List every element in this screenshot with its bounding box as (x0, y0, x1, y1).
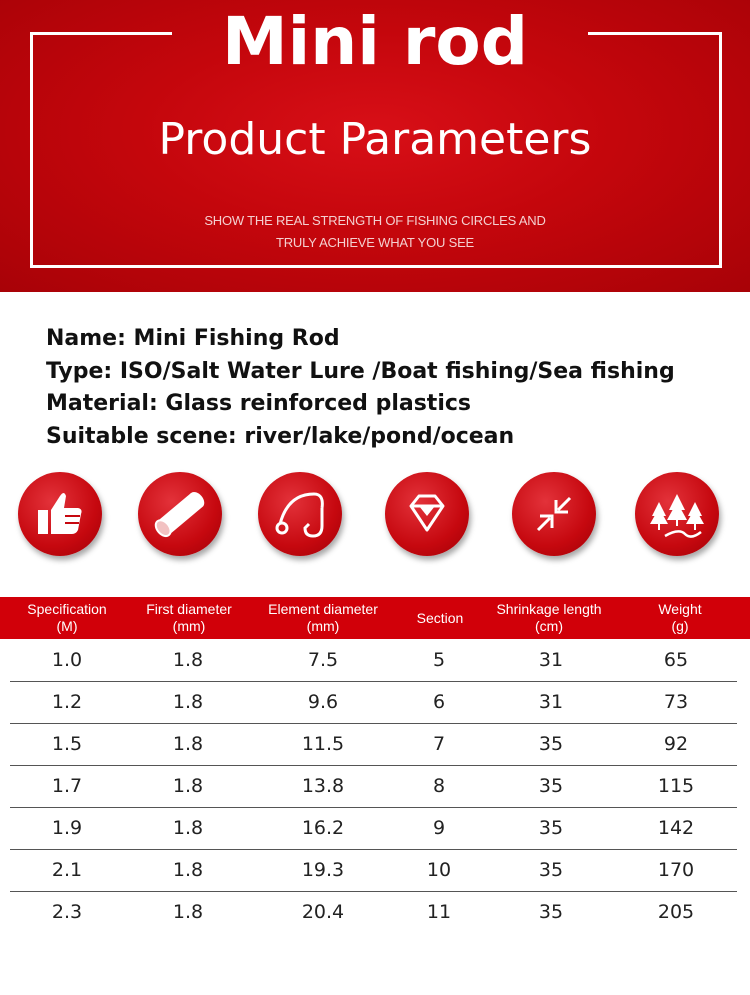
table-cell: 35 (538, 901, 564, 923)
table-cell: 2.1 (51, 859, 83, 881)
table-row (10, 891, 737, 933)
spec-type: Type: ISO/Salt Water Lure /Boat fishing/Sea fishing (46, 358, 675, 384)
rod-blank-icon (138, 472, 222, 556)
table-cell: 1.8 (172, 649, 204, 671)
trees-river-icon (635, 472, 719, 556)
header-banner (0, 0, 750, 292)
table-cell: 1.8 (172, 775, 204, 797)
table-cell: 142 (657, 817, 695, 839)
table-cell: 1.8 (172, 733, 204, 755)
table-cell: 10 (426, 859, 452, 881)
spec-material: Material: Glass reinforced plastics (46, 391, 472, 416)
table-cell: 1.8 (172, 691, 204, 713)
table-cell: 20.4 (301, 901, 345, 923)
header-shrinkage-length: Shrinkage length (cm) (496, 601, 602, 634)
table-cell: 16.2 (301, 817, 345, 839)
table-cell: 1.9 (51, 817, 83, 839)
table-cell: 1.7 (51, 775, 83, 797)
table-row (10, 681, 737, 724)
table-cell: 19.3 (301, 859, 345, 881)
table-cell: 5 (432, 649, 446, 671)
table-cell: 2.3 (51, 901, 83, 923)
spec-scene: Suitable scene: river/lake/pond/ocean (46, 423, 515, 449)
table-cell: 6 (432, 691, 446, 713)
table-cell: 1.8 (172, 901, 204, 923)
table-cell: 35 (538, 733, 564, 755)
table-cell: 65 (663, 649, 689, 671)
header-element-diameter: Element diameter (mm) (268, 601, 378, 634)
table-row (10, 639, 737, 682)
table-cell: 13.8 (301, 775, 345, 797)
table-cell: 92 (663, 733, 689, 755)
shrink-arrows-icon (512, 472, 596, 556)
tagline-line-1: SHOW THE REAL STRENGTH OF FISHING CIRCLES AND (204, 213, 546, 228)
table-row (10, 765, 737, 808)
table-cell: 205 (657, 901, 695, 923)
table-cell: 11 (426, 901, 452, 923)
table-cell: 35 (538, 859, 564, 881)
table-cell: 7 (432, 733, 446, 755)
table-cell: 8 (432, 775, 446, 797)
thumbs-up-icon (18, 472, 102, 556)
table-row (10, 849, 737, 892)
table-cell: 1.8 (172, 817, 204, 839)
table-cell: 115 (657, 775, 695, 797)
table-row (10, 723, 737, 766)
header-first-diameter: First diameter (mm) (146, 601, 232, 634)
table-cell: 1.2 (51, 691, 83, 713)
fishing-hook-icon (258, 472, 342, 556)
table-cell: 9.6 (307, 691, 339, 713)
table-cell: 9 (432, 817, 446, 839)
table-cell: 35 (538, 817, 564, 839)
table-cell: 1.0 (51, 649, 83, 671)
banner-tagline (0, 210, 750, 254)
table-cell: 31 (538, 649, 564, 671)
header-weight: Weight (g) (658, 601, 702, 634)
header-section: Section (416, 609, 464, 626)
diamond-icon (385, 472, 469, 556)
table-cell: 73 (663, 691, 689, 713)
header-specification: Specification (M) (27, 601, 107, 634)
table-cell: 35 (538, 775, 564, 797)
table-row (10, 807, 737, 850)
spec-name: Name: Mini Fishing Rod (46, 326, 340, 351)
feature-icons (0, 472, 750, 562)
table-cell: 1.5 (51, 733, 83, 755)
table-cell: 170 (657, 859, 695, 881)
table-cell: 1.8 (172, 859, 204, 881)
product-specs (46, 323, 736, 453)
banner-subtitle: Product Parameters (158, 114, 592, 165)
table-cell: 31 (538, 691, 564, 713)
table-header (0, 597, 750, 639)
table-cell: 11.5 (301, 733, 345, 755)
table-cell: 7.5 (307, 649, 339, 671)
banner-title: Mini rod (221, 3, 529, 80)
tagline-line-2: TRULY ACHIEVE WHAT YOU SEE (275, 235, 475, 250)
